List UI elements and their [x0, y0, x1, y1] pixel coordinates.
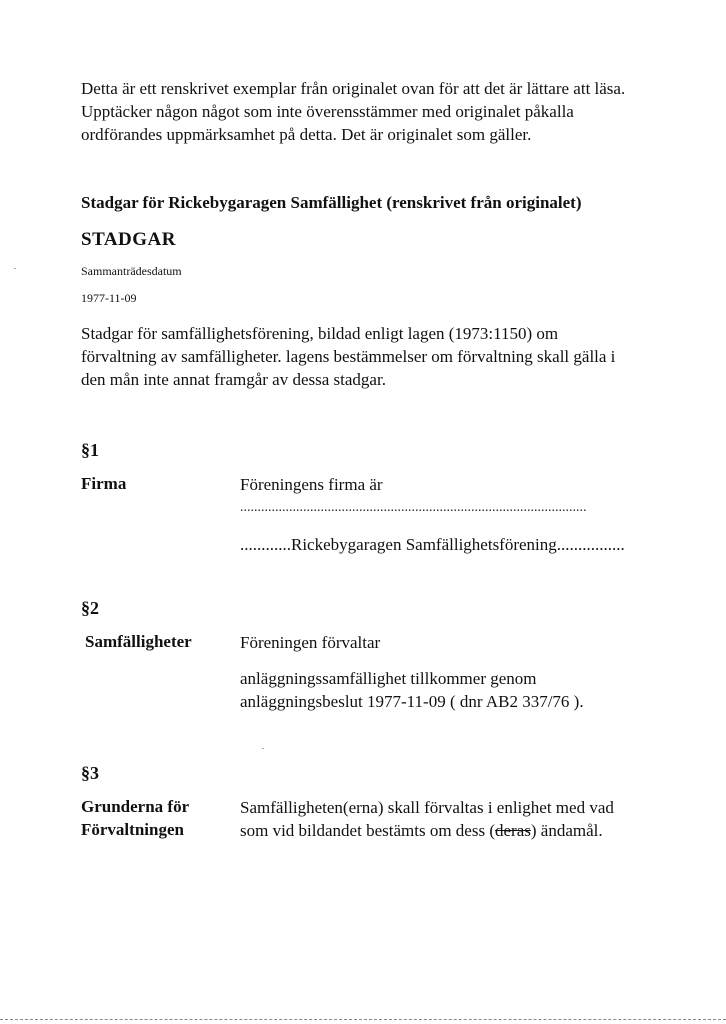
firm-name-leading-dots: ............	[240, 535, 291, 554]
preamble-line-1: Stadgar för samfällighetsförening, bildad enligt lagen (1973:1150) om	[81, 324, 559, 343]
section-3-label-line-1: Grunderna för	[81, 797, 190, 816]
meeting-date-label: Sammanträdesdatum	[81, 264, 182, 278]
document-title: Stadgar för Rickebygaragen Samfällighet (renskrivet från originalet)	[81, 193, 582, 212]
scan-speck	[14, 268, 16, 269]
preamble-line-3: den mån inte annat framgår av dessa stadgar.	[81, 370, 386, 389]
bottom-scan-edge	[0, 1019, 726, 1020]
section-1-dotted-line: ...................................................................................................	[240, 500, 587, 515]
section-2-text-3: anläggningsbeslut 1977-11-09 ( dnr AB2 337/76 ).	[240, 692, 584, 711]
section-2-label: Samfälligheter	[85, 632, 192, 651]
section-3-text-2	[240, 819, 603, 842]
intro-line-2: Upptäcker någon något som inte överensstämmer med originalet påkalla	[81, 102, 574, 121]
section-3-mark: §3	[81, 763, 99, 783]
firm-name-trailing-dots: ................	[556, 535, 625, 554]
section-1-mark: §1	[81, 440, 99, 460]
stadgar-heading: STADGAR	[81, 229, 176, 250]
section-1-label: Firma	[81, 474, 127, 493]
section-3-label-line-2: Förvaltningen	[81, 820, 184, 839]
struck-word: deras	[494, 821, 531, 840]
intro-line-3: ordförandes uppmärksamhet på detta. Det är originalet som gäller.	[81, 125, 532, 144]
meeting-date: 1977-11-09	[81, 291, 137, 305]
section-1-text: Föreningens firma är	[240, 475, 383, 494]
section-3-text-2-start: som vid bildandet bestämts om dess (	[240, 821, 495, 840]
scan-speck	[262, 748, 264, 749]
section-1-firm-name-line	[240, 533, 625, 556]
section-3-text-2-end: ) ändamål.	[530, 821, 603, 840]
firm-name: Rickebygaragen Samfällighetsförening	[291, 535, 557, 554]
section-2-text-2: anläggningssamfällighet tillkommer genom	[240, 669, 537, 688]
preamble-line-2: förvaltning av samfälligheter. lagens bestämmelser om förvaltning skall gälla i	[81, 347, 616, 366]
section-3-text-1: Samfälligheten(erna) skall förvaltas i enlighet med vad	[240, 798, 614, 817]
intro-line-1: Detta är ett renskrivet exemplar från originalet ovan för att det är lättare att läsa.	[81, 79, 626, 98]
section-2-mark: §2	[81, 598, 99, 618]
section-2-text-1: Föreningen förvaltar	[240, 633, 381, 652]
